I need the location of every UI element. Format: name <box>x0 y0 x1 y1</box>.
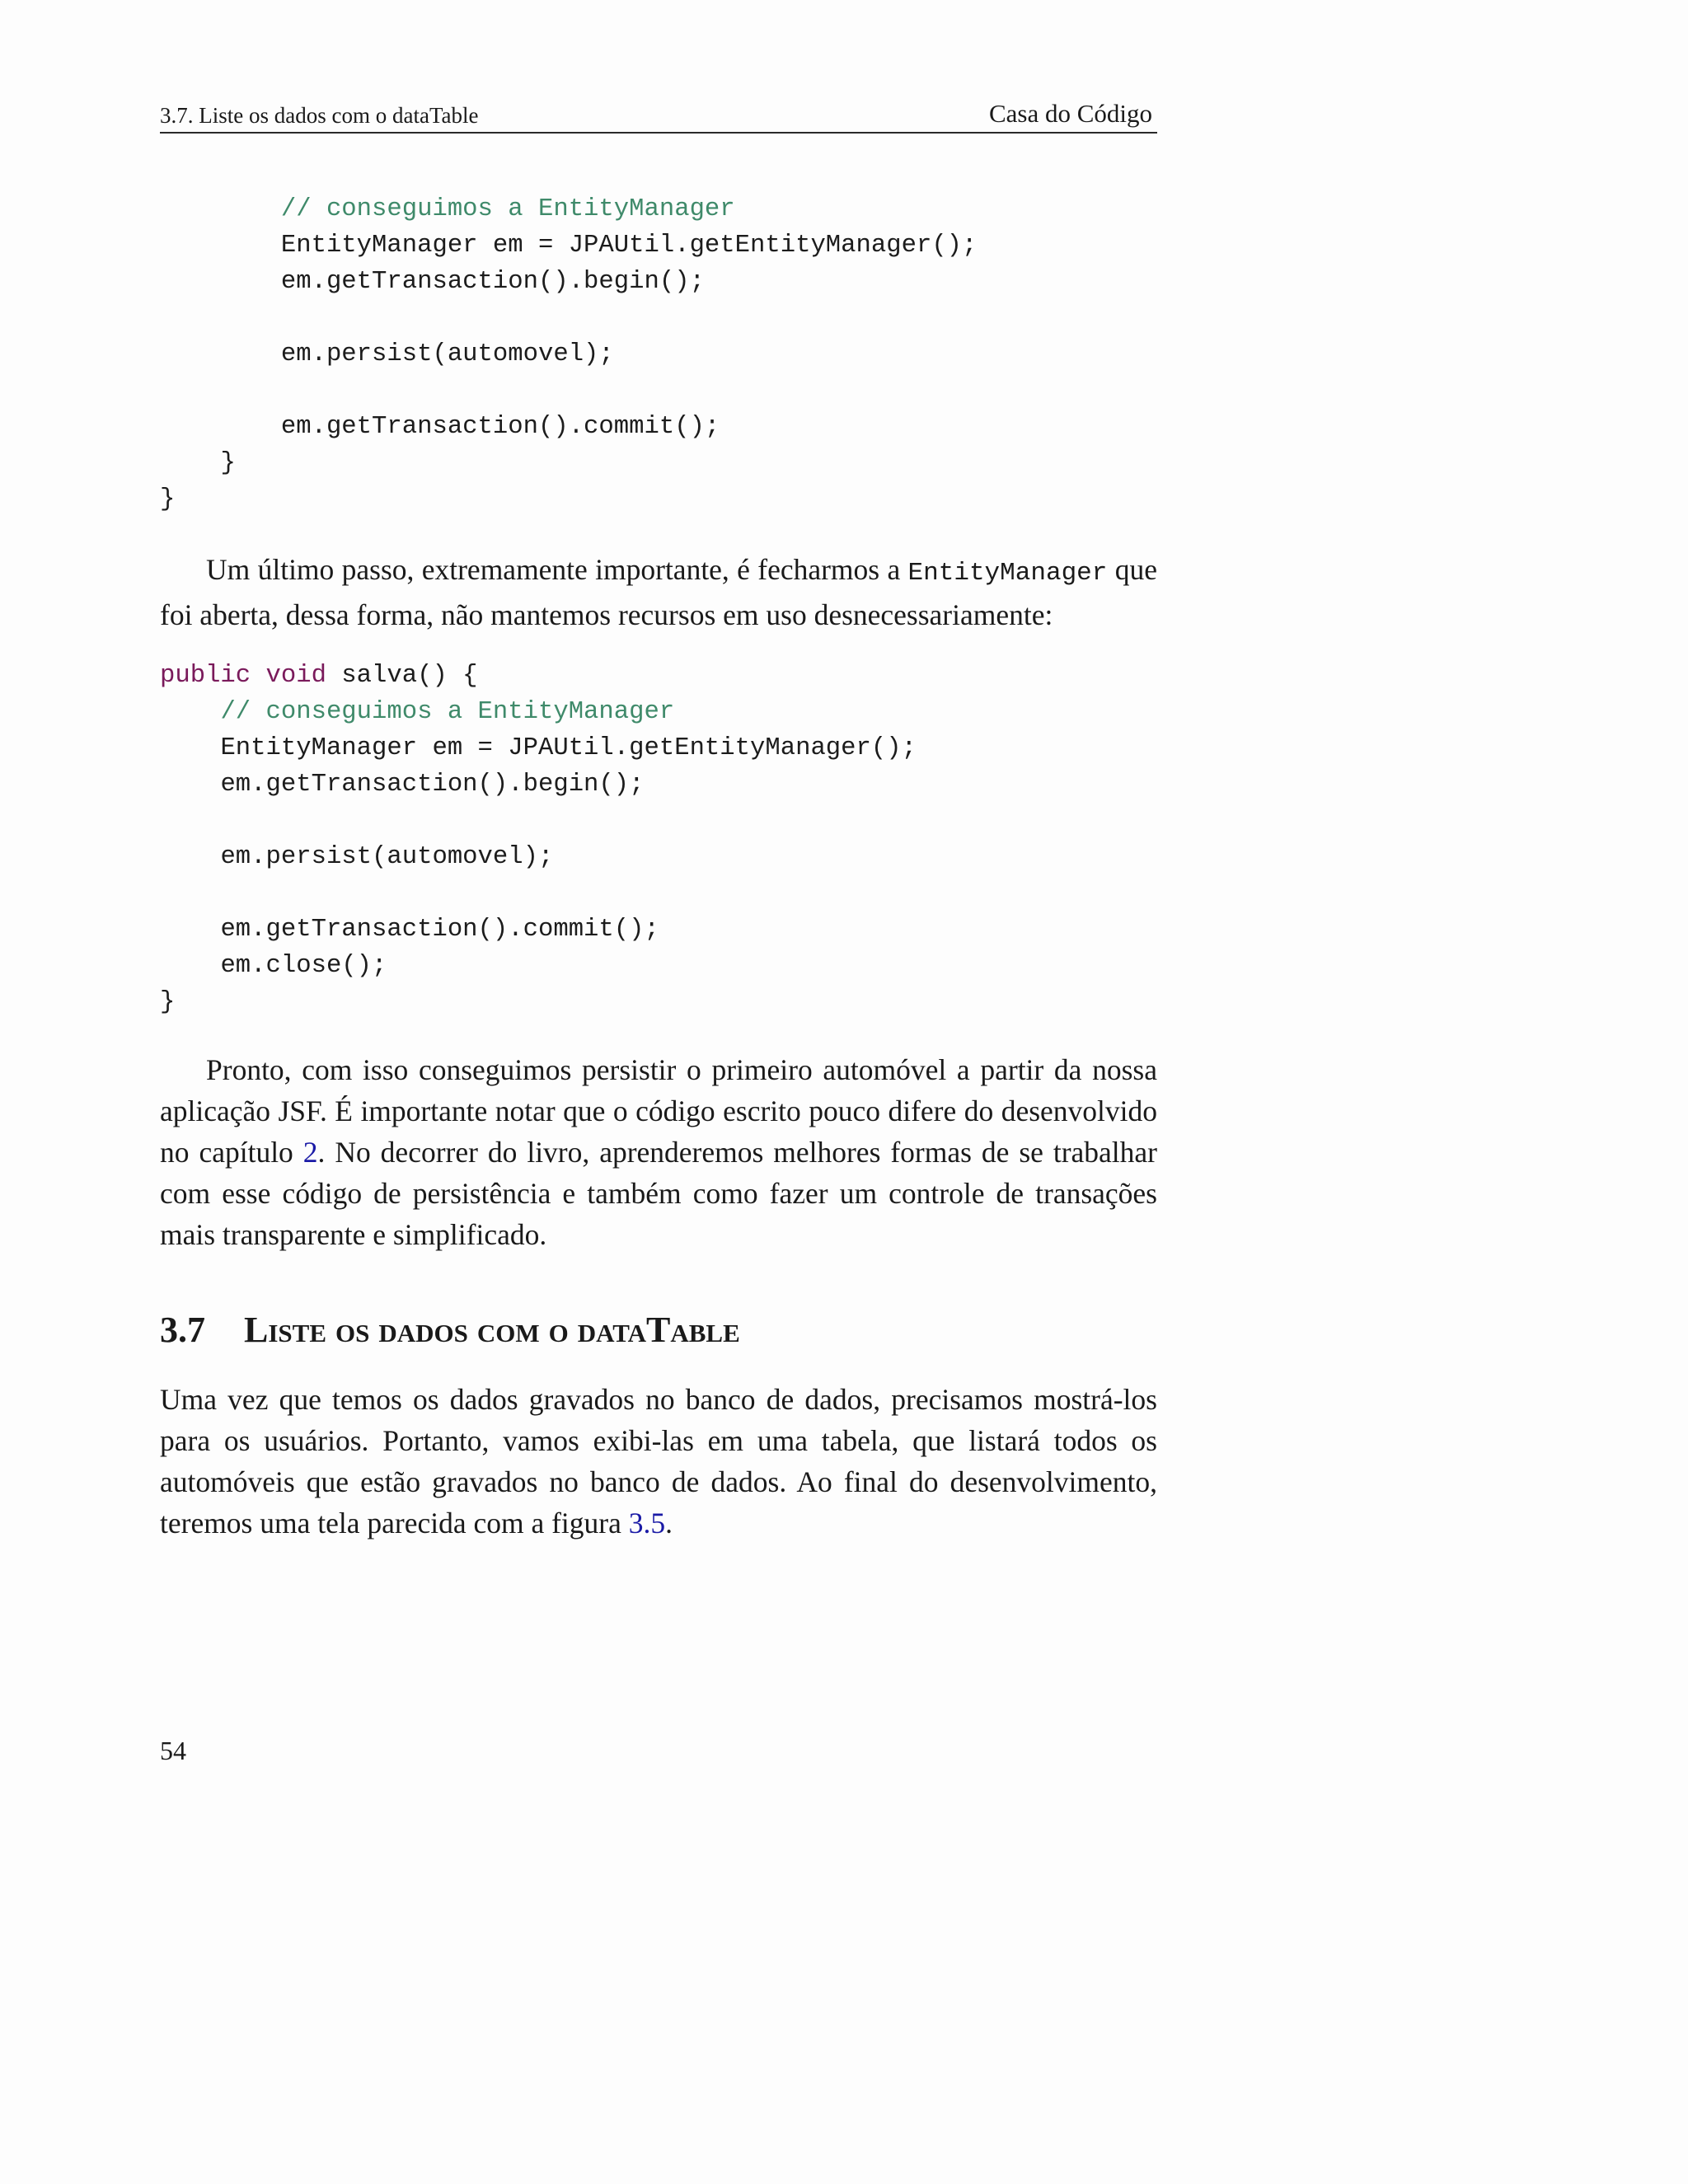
inline-code: EntityManager <box>907 559 1108 588</box>
paragraph-text: . <box>665 1507 673 1540</box>
code-line <box>160 875 917 912</box>
code-indent <box>160 916 220 944</box>
code-indent <box>160 734 220 762</box>
code-line <box>160 912 917 948</box>
code-comment: // conseguimos a EntityManager <box>220 698 675 726</box>
code-text: } <box>160 988 176 1016</box>
paragraph-text: . No decorrer do livro, aprenderemos melhores formas de se trabalhar com esse código de persistência e também como fazer um controle de transações mais transparente e simplificado. <box>160 1136 1157 1251</box>
code-indent <box>160 952 220 980</box>
paragraph-persistence-summary <box>160 1049 1157 1255</box>
page-number: 54 <box>160 1736 186 1765</box>
code-line <box>160 445 977 481</box>
running-header <box>160 97 1157 134</box>
figure-reference-link[interactable]: 3.5 <box>628 1507 666 1540</box>
code-line <box>160 191 977 227</box>
paragraph-text: Uma vez que temos os dados gravados no banco de dados, precisamos mostrá-los para os usuários. Portanto, vamos exibi-las em uma tabela, que listará todos os automóveis que estão gravados no banco de dados. Ao final do desenvolvimento, teremos uma tela parecida com a figura <box>160 1383 1157 1540</box>
header-book-title: Casa do Código <box>988 99 1152 128</box>
code-indent <box>160 449 220 477</box>
code-keyword: void <box>265 662 326 690</box>
code-indent <box>160 195 281 223</box>
code-line <box>160 373 977 409</box>
code-block-salva <box>160 658 917 1020</box>
code-text: salva() { <box>326 662 478 690</box>
code-text: } <box>220 449 236 477</box>
code-line <box>160 336 977 373</box>
code-text: em.getTransaction().begin(); <box>280 268 705 296</box>
code-comment: // conseguimos a EntityManager <box>280 195 735 223</box>
code-text: em.getTransaction().begin(); <box>220 771 645 799</box>
code-line <box>160 227 977 264</box>
code-indent <box>160 340 281 368</box>
paragraph-close-entitymanager <box>160 549 1157 635</box>
paragraph-text: que foi aberta, dessa forma, não mantemos recursos em uso desnecessariamente: <box>160 553 1157 631</box>
code-line <box>160 766 917 803</box>
code-text: em.close(); <box>220 952 387 980</box>
code-line <box>160 984 917 1020</box>
code-line <box>160 481 977 518</box>
code-block-continued <box>160 191 977 518</box>
code-indent <box>160 232 281 260</box>
paragraph-text: Um último passo, extremamente importante, é fecharmos a <box>206 553 908 586</box>
code-text: em.persist(automovel); <box>280 340 614 368</box>
code-line <box>160 803 917 839</box>
code-line <box>160 948 917 984</box>
code-line <box>160 839 917 875</box>
code-indent <box>160 268 281 296</box>
section-title: Liste os dados com o dataTable <box>244 1310 740 1350</box>
code-indent <box>160 698 220 726</box>
code-indent <box>160 843 220 871</box>
code-text: } <box>160 485 176 513</box>
code-text: em.getTransaction().commit(); <box>280 413 720 441</box>
code-line <box>160 694 917 730</box>
code-line-signature <box>160 658 917 694</box>
code-keyword: public <box>160 662 251 690</box>
code-text: em.getTransaction().commit(); <box>220 916 659 944</box>
code-text: EntityManager em = JPAUtil.getEntityManager(); <box>280 232 978 260</box>
paragraph-datatable-intro <box>160 1379 1157 1544</box>
header-section-title: 3.7. Liste os dados com o dataTable <box>160 103 479 128</box>
code-indent <box>160 771 220 799</box>
section-heading <box>160 1309 740 1351</box>
code-text: EntityManager em = JPAUtil.getEntityManager(); <box>220 734 917 762</box>
code-line <box>160 264 977 300</box>
code-indent <box>160 413 281 441</box>
code-text: em.persist(automovel); <box>220 843 554 871</box>
section-number: 3.7 <box>160 1310 205 1350</box>
chapter-reference-link[interactable]: 2 <box>302 1136 318 1169</box>
code-line <box>160 300 977 336</box>
paragraph-text: Pronto, com isso conseguimos persistir o primeiro automóvel a partir da nossa aplicação JSF. É importante notar que o código escrito pouco difere do desenvolvido no capítulo <box>160 1053 1157 1169</box>
code-line <box>160 409 977 445</box>
code-line <box>160 730 917 766</box>
